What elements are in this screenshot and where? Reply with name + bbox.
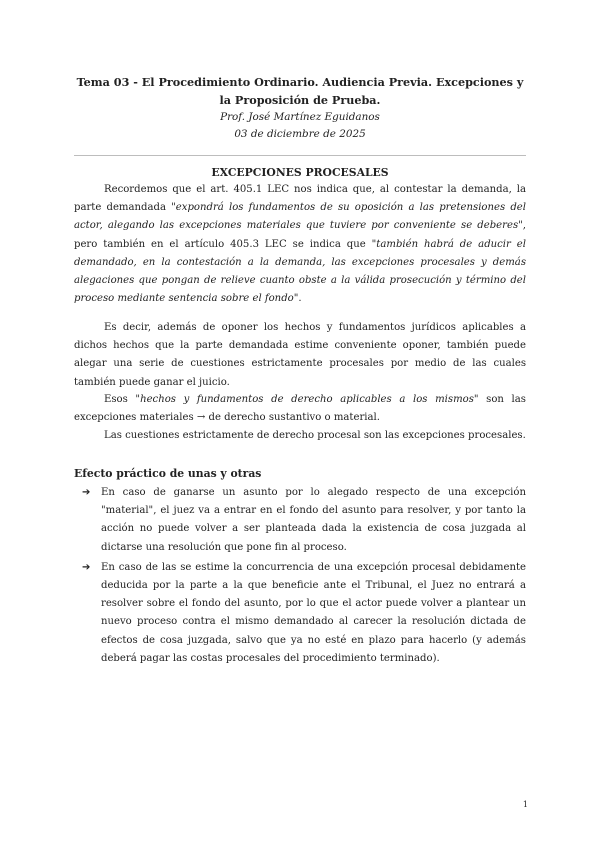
- paragraph-3-text-b: " son las excepciones materiales → de derecho sustantivo o material.: [74, 394, 526, 424]
- paragraph-3-text-a: Esos ": [104, 394, 141, 405]
- paragraph-1-quote-a: expondrá los fundamentos de su oposición a las pretensiones del actor, alegando las excepciones materiales que tuviere por conveniente se deberes: [74, 202, 526, 232]
- arrow-bullet-icon: ➔: [82, 487, 91, 498]
- paragraph-3: [74, 391, 526, 427]
- paragraph-2: Es decir, además de oponer los hechos y fundamentos jurídicos aplicables a dichos hechos que la parte demandada estime conveniente oponer, también puede alegar una serie de cuestiones estrictamente procesales por medio de las cuales también puede ganar el juicio.: [74, 322, 526, 388]
- subheading: Efecto práctico de unas y otras: [74, 467, 262, 480]
- list-item: [74, 484, 526, 557]
- paragraph-1: [74, 181, 526, 308]
- document-date: 03 de diciembre de 2025: [234, 128, 366, 140]
- paragraph-1-text-c: ".: [293, 293, 302, 305]
- author-name: Prof. José Martínez Eguidanos: [220, 111, 380, 123]
- arrow-bullet-icon: ➔: [82, 561, 91, 573]
- page-number: 1: [522, 800, 528, 809]
- paragraph-4: Las cuestiones estrictamente de derecho procesal son las excepciones procesales.: [104, 430, 526, 441]
- paragraph-1-text-b: ", pero también en el artículo 405.3 LEC se indica que ": [74, 220, 526, 250]
- paragraph-1-text-a: Recordemos que el art. 405.1 LEC nos indica que, al contestar la demanda, la parte demandada ": [74, 184, 526, 214]
- author-block: [74, 109, 526, 143]
- bullet-text: En caso de las se estime la concurrencia de una excepción procesal debidamente deducida por la parte a la que beneficie ante el Tribunal, el Juez no entrará a resolver sobre el fondo del asunto, por lo que el actor puede volver a plantear un nuevo proceso contra el mismo demandado al carecer la resolución dictada de efectos de cosa juzgada, salvo que ya no esté en plazo para hacerlo (y además deberá pagar las costas procesales del procedimiento terminado).: [101, 561, 526, 664]
- list-item: [74, 559, 526, 668]
- paragraph-3-quote: hechos y fundamentos de derecho aplicables a los mismos: [140, 394, 474, 405]
- paragraph-1-quote-b: también habrá de aducir el demandado, en la contestación a la demanda, las excepciones procesales y demás alegaciones que pongan de relieve cuanto obste a la válida prosecución y término del proceso mediante sentencia sobre el fondo: [74, 238, 526, 305]
- section-title: EXCEPCIONES PROCESALES: [211, 166, 389, 179]
- bullet-text: En caso de ganarse un asunto por lo alegado respecto de una excepción "material", el juez va a entrar en el fondo del asunto para resolver, y por tanto la acción no puede volver a ser planteada dada la existencia de cosa juzgada al dictarse una resolución que pone fin al proceso.: [101, 487, 526, 553]
- bullet-list: [74, 484, 526, 670]
- document-title: Tema 03 - El Procedimiento Ordinario. Audiencia Previa. Excepciones y la Proposición de Prueba.: [76, 75, 524, 107]
- horizontal-divider: [74, 155, 526, 156]
